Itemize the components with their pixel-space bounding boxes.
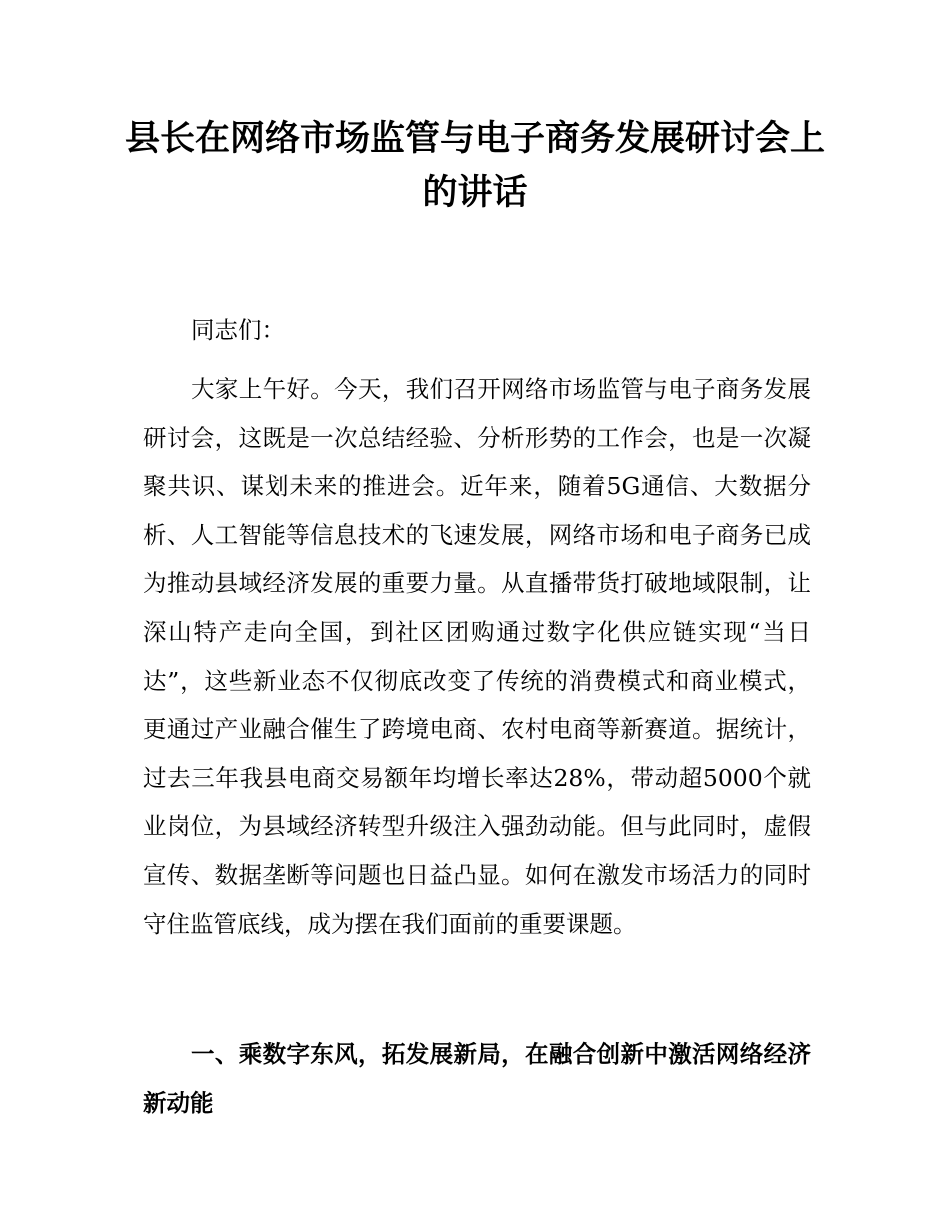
salutation: 同志们： [191, 316, 285, 344]
body-paragraph: 大家上午好。今天，我们召开网络市场监管与电子商务发展研讨会，这既是一次总结经验、分析形势的工作会，也是一次凝聚共识、谋划未来的推进会。近年来，随着5G通信、大数据分析、人工智能等信息技术的飞速发展，网络市场和电子商务已成为推动县域经济发展的重要力量。从直播带货打破地域限制，让深山特产走向全国，到社区团购通过数字化供应链实现“当日达”，这些新业态不仅彻底改变了传统的消费模式和商业模式，更通过产业融合催生了跨境电商、农村电商等新赛道。据统计，过去三年我县电商交易额年均增长率达28%，带动超5000个就业岗位，为县域经济转型升级注入强劲动能。但与此同时，虚假宣传、数据垄断等问题也日益凸显。如何在激发市场活力的同时守住监管底线，成为摆在我们面前的重要课题。 [143, 375, 811, 938]
document-title: 县长在网络市场监管与电子商务发展研讨会上的讲话 [124, 119, 825, 213]
section-heading: 一、乘数字东风，拓发展新局，在融合创新中激活网络经济新动能 [143, 1040, 811, 1117]
